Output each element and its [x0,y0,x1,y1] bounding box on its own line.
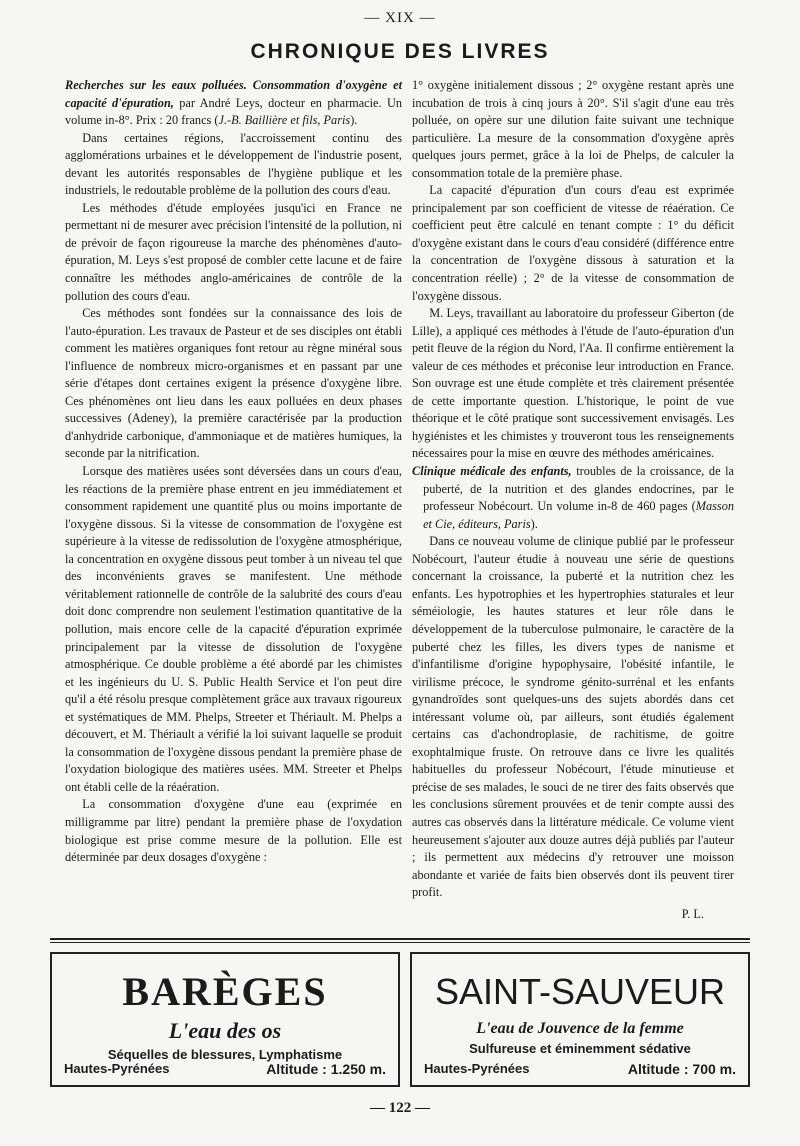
roman-page-number: — XIX — [364,10,436,26]
paragraph: Dans certaines régions, l'accroissement continu des agglomérations urbaines et le développement de l'industrie posent, devant les autorités responsables de l'hygiène publique et les industriels, le redoutable problème de la pollution des cours d'eau. [65,130,402,198]
ad-footer [64,1061,386,1077]
left-column [65,77,402,867]
ad-region: Hautes-Pyrénées [424,1061,530,1076]
paragraph: 1° oxygène initialement dissous ; 2° oxygène restant après une incubation de trois à cinq jours à 20°. S'il s'agit d'une eau très polluée, on opère sur une dilution faite suivant une technique particulière. La mesure de la consommation d'oxygène après quelques jours permet, grâce à la loi de Phelps, de calculer la consommation totale de la première phase. [412,78,734,180]
paragraph: La consommation d'oxygène d'une eau (exprimée en milligramme par litre) pendant la première phase de l'oxydation biologique est prise comme mesure de la pollution. Elle est déterminée par deux dosages d'oxygène : [65,797,402,865]
advertisement-bareges [50,952,400,1087]
signature: P. L. [681,906,704,921]
book1-title: Recherches sur les eaux polluées. Consommation d'oxygène et capacité d'épuration, [65,78,402,110]
ad-subtitle: Séquelles de blessures, Lymphatisme [107,1047,343,1062]
paragraph: Ces méthodes sont fondées sur la connaissance des lois de l'auto-épuration. Les travaux de Pasteur et de ses disciples ont établi comment les matières organiques font retour au règne minéral sous l'influence de nombreux micro-organismes et en passant par une série d'étapes dont certaines exigent la présence d'oxygène libre. Ces phénomènes ont lieu dans les eaux polluées en deux phases successives (Adeney), la première caractérisée par la production d'anhydride carbonique, d'ammoniaque et de matières humiques, la seconde par la nitrification. [65,306,402,461]
ad-altitude: Altitude : 700 m. [627,1061,736,1077]
book2-title: Clinique médicale des enfants, [412,464,572,479]
right-column [412,77,734,923]
ad-subtitle: Sulfureuse et éminemment sédative [469,1041,691,1056]
book2-meta-end: ). [530,516,538,531]
paragraph: La capacité d'épuration d'un cours d'eau est exprimée principalement par son coefficient de vitesse de réaération. Ce coefficient peut être calculé en tenant compte : 1° du déficit d'oxygène existant dans le cours d'eau considéré (différence entre la concentration de l'oxygène dissous à saturation et la concentration réelle) ; 2° de la vitesse de consommation de l'oxygène dissous. [412,183,734,303]
book1-publisher: J.-B. Baillière et fils, Paris [218,113,351,128]
paragraph: Les méthodes d'étude employées jusqu'ici en France ne permettant ni de mesurer avec précision l'intensité de la pollution, ni de prévoir de façon rigoureuse la marche des phénomènes d'auto-épuration, M. Leys s'est proposé de combler cette lacune et de faire connaître les méthodes anglo-américaines de contrôle de la pollution des cours d'eau. [65,200,402,303]
ad-footer [424,1061,736,1077]
ad-altitude: Altitude : 1.250 m. [266,1061,386,1077]
book2-publisher: Masson et Cie, éditeurs, Paris [423,499,734,531]
book1-meta-end: ). [350,113,358,128]
advertisement-saint-sauveur [410,952,750,1087]
book1-entry [65,77,402,130]
ad-name: SAINT-SAUVEUR [434,971,726,1012]
section-title: CHRONIQUE DES LIVRES [250,40,550,63]
book2-entry [412,463,734,533]
page-number: — 122 — [370,1100,430,1116]
paragraph: Dans ce nouveau volume de clinique publié par le professeur Nobécourt, l'auteur étudie à nouveau une série de questions concernant la croissance, la puberté et la nutrition chez les enfants. Les hypotrophies et les hypertrophies staturales et leur séméiologie, les hautes statures et leur rôle dans le développement de la tuberculose pulmonaire, le caractère de la puberté chez les filles, les divers types de nanisme et d'infantilisme d'origine hypophysaire, l'obésité infantile, le virilisme précoce, le syndrome génito-surrénal et les enfants gynandroïdes sont quelques-uns des sujets abordés dans cet intéressant volume où, par ailleurs, sont étudiés également certains cas d'achondroplasie, de rachitisme, de goitre exophtalmique fruste. On retrouve dans ce livre les qualités habituelles du professeur Nobécourt, l'étude minutieuse et précise de ses malades, le souci de ne tirer des faits observés que les conclusions sûrement prouvées et de tenir compte aussi des autres cas observés dans la littérature médicale. Ce volume vient heureusement s'ajouter aux douze autres déjà publiés par l'auteur ; ils permettent aux médecins d'y retrouver une moisson abondante et variée de faits bien observés dont ils peuvent tirer profit. [412,534,734,900]
ad-tagline: L'eau de Jouvence de la femme [476,1020,684,1037]
book2-meta: troubles de la croissance, de la puberté, de la nutrition et des glandes endocrines, par le professeur Nobécourt. Un volume in-8 de 460 pages ( [423,464,734,514]
paragraph: M. Leys, travaillant au laboratoire du professeur Giberton (de Lille), a appliqué ces méthodes à l'étude de l'auto-épuration d'un petit fleuve de la région du Nord, l'Aa. Il confirme entièrement la valeur de ces méthodes et préconise leur introduction en France. Son ouvrage est une étude complète et très clairement présentée de cette importante question. L'historique, le point de vue théorique et le côté pratique sont successivement envisagés. Les hygiénistes et les chimistes y trouveront tous les renseignements nécessaires pour la mise en œuvre des méthodes américaines. [412,306,734,461]
divider [50,938,750,940]
divider [50,942,750,943]
ad-name: BARÈGES [122,969,328,1014]
ad-region: Hautes-Pyrénées [64,1061,170,1076]
ad-tagline: L'eau des os [168,1018,282,1043]
book1-meta: par André Leys, docteur en pharmacie. Un volume in-8°. Prix : 20 francs ( [65,95,402,128]
paragraph: Lorsque des matières usées sont déversées dans un cours d'eau, les réactions de la première phase entrent en jeu immédiatement et consomment rapidement une quantité plus ou moins importante de l'oxygène dissous. Si la vitesse de consommation de l'oxygène est supérieure à la vitesse de redissolution de l'oxygène atmosphérique, la concentration en oxygène dissous peut tomber à un niveau tel que des inconvénients graves se manifestent. Une méthode véritablement rationnelle de contrôle de la salubrité des cours d'eau doit donc comprendre non seulement l'estimation quantitative de la pollution, mais encore celle de la capacité d'épuration exprimée principalement par la vitesse de dissolution de l'oxygène atmosphérique. Ce double problème a été abordé par les chimistes et les ingénieurs du U. S. Public Health Service et l'on peut dire qu'il a été résolu presque complètement grâce aux travaux rigoureux et systématiques de MM. Phelps, Streeter et Thériault. M. Phelps a découvert, et M. Thériault a vérifié la loi suivant laquelle se produit la consommation de l'oxygène dissous pendant la première phase de l'oxydation biologique des matières usées. MM. Streeter et Phelps ont établi celle de la réaération. [65,464,402,794]
